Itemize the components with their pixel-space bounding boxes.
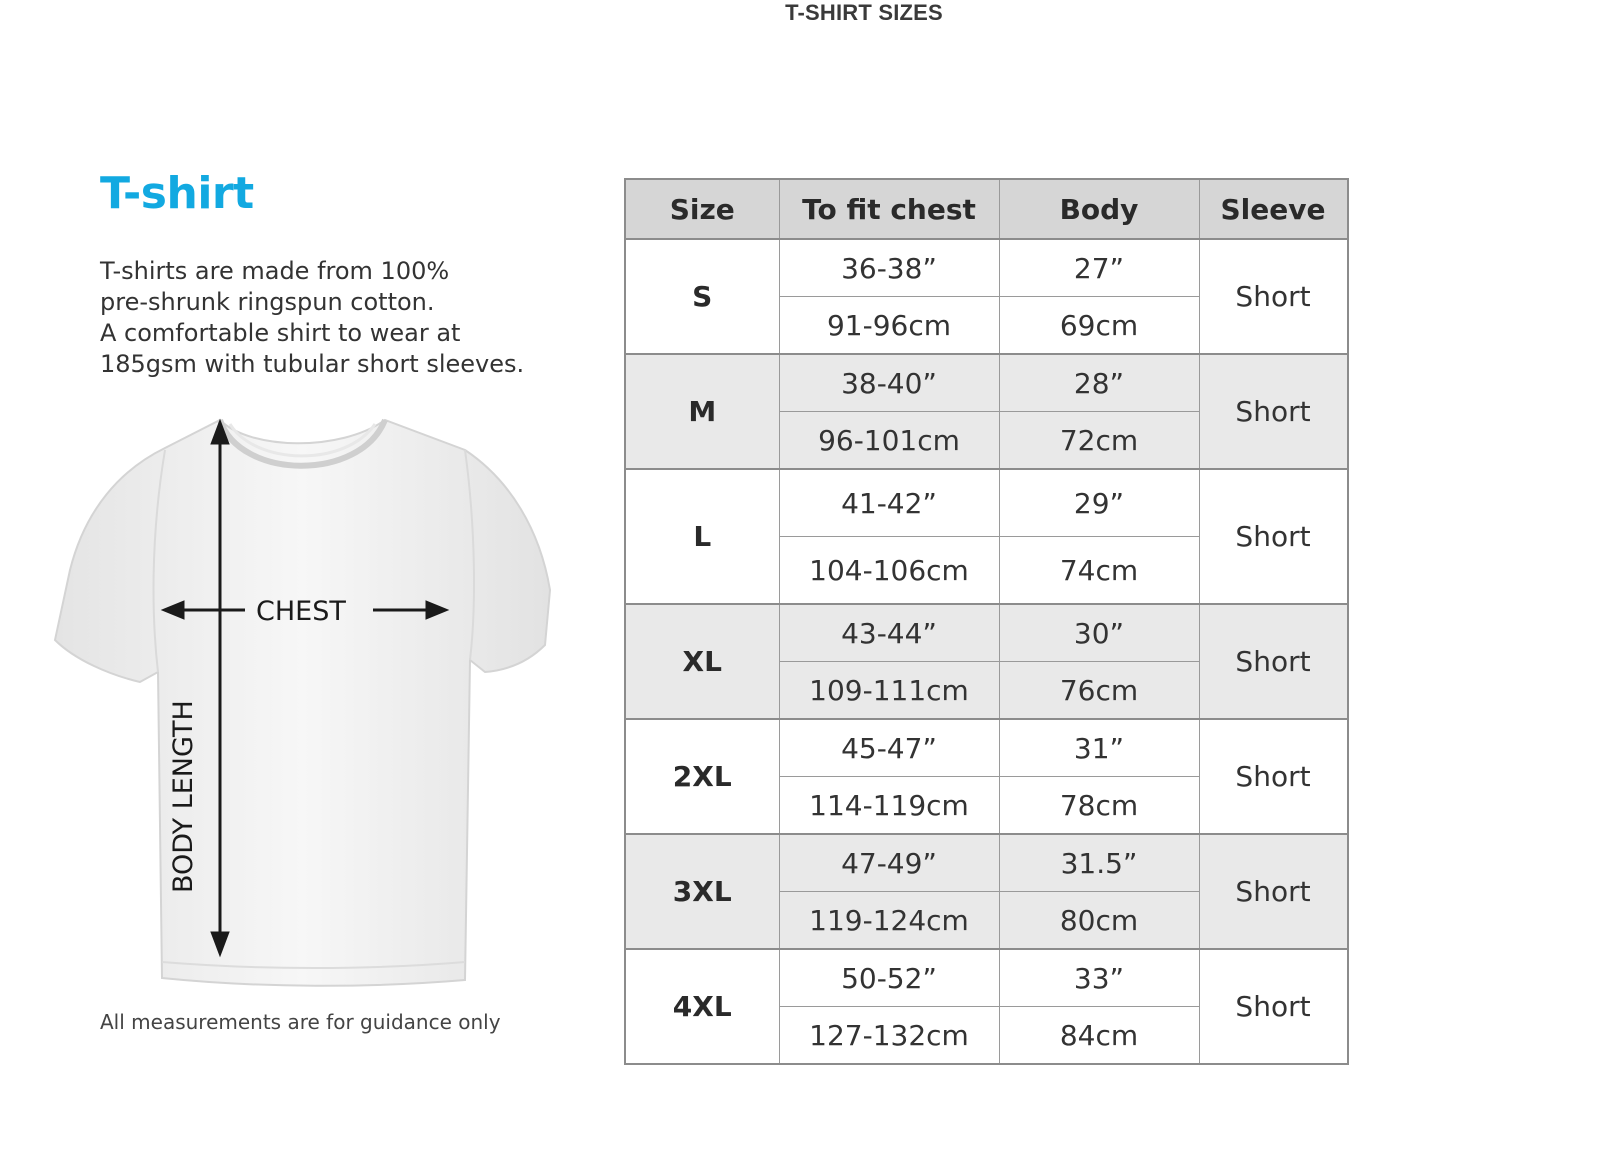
sleeve-cell: Short (1199, 834, 1348, 949)
table-row (625, 834, 1348, 892)
chest-inches-cell: 45-47” (779, 719, 999, 777)
chest-inches-cell: 50-52” (779, 949, 999, 1007)
chest-cm-cell: 114-119cm (779, 777, 999, 835)
chest-cm-cell: 127-132cm (779, 1007, 999, 1065)
description-line: 185gsm with tubular short sleeves. (100, 350, 525, 378)
description-line: A comfortable shirt to wear at (100, 319, 461, 347)
size-row-group (625, 239, 1348, 354)
header-body: Body (999, 179, 1199, 239)
size-cell: XL (625, 604, 779, 719)
chest-cm-cell: 119-124cm (779, 892, 999, 950)
size-cell: 3XL (625, 834, 779, 949)
footnote: All measurements are for guidance only (100, 1010, 501, 1034)
body-cm-cell: 78cm (999, 777, 1199, 835)
sleeve-cell: Short (1199, 719, 1348, 834)
body-inches-cell: 30” (999, 604, 1199, 662)
chest-cm-cell: 96-101cm (779, 412, 999, 470)
size-cell: 4XL (625, 949, 779, 1064)
header-chest: To fit chest (779, 179, 999, 239)
header-size: Size (625, 179, 779, 239)
chest-inches-cell: 47-49” (779, 834, 999, 892)
body-cm-cell: 72cm (999, 412, 1199, 470)
tshirt-shape (55, 420, 550, 986)
body-inches-cell: 29” (999, 469, 1199, 537)
body-cm-cell: 80cm (999, 892, 1199, 950)
body-cm-cell: 74cm (999, 537, 1199, 605)
size-row-group (625, 949, 1348, 1064)
body-cm-cell: 69cm (999, 297, 1199, 355)
chest-inches-cell: 36-38” (779, 239, 999, 297)
body-inches-cell: 31.5” (999, 834, 1199, 892)
table-row (625, 469, 1348, 537)
body-cm-cell: 76cm (999, 662, 1199, 720)
sleeve-cell: Short (1199, 239, 1348, 354)
description-line: pre-shrunk ringspun cotton. (100, 288, 435, 316)
product-title: T-shirt (100, 168, 254, 219)
size-cell: S (625, 239, 779, 354)
table-row (625, 354, 1348, 412)
size-row-group (625, 604, 1348, 719)
body-inches-cell: 31” (999, 719, 1199, 777)
size-row-group (625, 354, 1348, 469)
page-heading: T-SHIRT SIZES (785, 0, 943, 25)
table-row (625, 719, 1348, 777)
table-row (625, 949, 1348, 1007)
size-row-group (625, 719, 1348, 834)
product-description (100, 256, 570, 380)
chest-inches-cell: 41-42” (779, 469, 999, 537)
product-info-panel (40, 160, 580, 1060)
body-cm-cell: 84cm (999, 1007, 1199, 1065)
chest-label: CHEST (256, 596, 346, 627)
sleeve-cell: Short (1199, 604, 1348, 719)
chest-inches-cell: 38-40” (779, 354, 999, 412)
body-inches-cell: 28” (999, 354, 1199, 412)
size-cell: M (625, 354, 779, 469)
chest-cm-cell: 91-96cm (779, 297, 999, 355)
size-chart-table (624, 178, 1349, 1065)
sleeve-cell: Short (1199, 469, 1348, 604)
size-cell: 2XL (625, 719, 779, 834)
description-line: T-shirts are made from 100% (100, 257, 450, 285)
header-sleeve: Sleeve (1199, 179, 1348, 239)
chest-cm-cell: 109-111cm (779, 662, 999, 720)
chest-cm-cell: 104-106cm (779, 537, 999, 605)
tshirt-diagram (40, 410, 580, 1010)
body-inches-cell: 33” (999, 949, 1199, 1007)
sleeve-cell: Short (1199, 354, 1348, 469)
body-length-label: BODY LENGTH (168, 700, 199, 893)
sleeve-cell: Short (1199, 949, 1348, 1064)
size-row-group (625, 469, 1348, 604)
table-header-row (625, 179, 1348, 239)
table-row (625, 239, 1348, 297)
table-row (625, 604, 1348, 662)
chest-inches-cell: 43-44” (779, 604, 999, 662)
size-row-group (625, 834, 1348, 949)
size-cell: L (625, 469, 779, 604)
body-inches-cell: 27” (999, 239, 1199, 297)
